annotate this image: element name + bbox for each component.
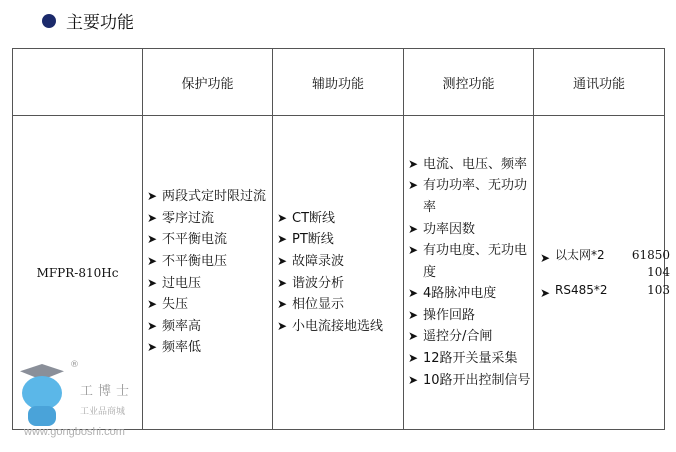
header-auxiliary: 辅助功能: [273, 49, 404, 116]
arrow-bullet-icon: ➤: [408, 243, 419, 258]
arrow-bullet-icon: ➤: [408, 307, 419, 322]
arrow-bullet-icon: ➤: [408, 329, 419, 344]
list-item: [408, 175, 532, 218]
header-model: [13, 49, 143, 116]
arrow-bullet-icon: ➤: [408, 178, 419, 193]
list-item: [147, 316, 272, 338]
comm-value: 104: [647, 264, 670, 279]
arrow-bullet-icon: ➤: [408, 156, 419, 171]
arrow-bullet-icon: ➤: [408, 372, 419, 387]
list-item-label: 10路开出控制信号: [423, 372, 531, 388]
section-title: 主要功能: [66, 13, 134, 33]
list-item-label: 不平衡电流: [162, 232, 228, 248]
list-item: [408, 348, 532, 370]
list-item-label: 频率低: [162, 340, 202, 356]
model-cell: MFPR-810Hc: [13, 116, 143, 430]
section-heading: [42, 8, 134, 33]
list-item: [408, 326, 532, 348]
communication-cell: [534, 116, 670, 430]
header-communication: 通讯功能: [534, 49, 665, 116]
list-item-label: 零序过流: [162, 210, 215, 226]
list-item: [408, 219, 532, 241]
list-item-label: 失压: [162, 297, 189, 313]
comm-value: 103: [647, 282, 670, 297]
list-item-label: 小电流接地选线: [292, 318, 384, 334]
comm-row: [540, 283, 670, 305]
list-item: [277, 208, 403, 230]
brand-name: 工博士: [80, 384, 135, 399]
list-item-label: 频率高: [162, 318, 202, 334]
list-item-label: 两段式定时限过流: [162, 189, 267, 205]
list-item-label: 不平衡电压: [162, 253, 228, 269]
list-item: [408, 240, 532, 283]
communication-block: [534, 118, 670, 428]
comm-value: 61850: [631, 247, 670, 262]
arrow-bullet-icon: ➤: [277, 318, 288, 333]
arrow-bullet-icon: ➤: [540, 250, 551, 265]
list-item: [147, 251, 272, 273]
auxiliary-list: [273, 208, 403, 338]
list-item-label: 谐波分析: [292, 275, 345, 291]
mascot-head-icon: [22, 376, 62, 410]
list-item: [277, 229, 403, 251]
registered-mark: ®: [70, 360, 79, 370]
list-item-label: 相位显示: [292, 297, 345, 313]
list-item-label: PT断线: [292, 232, 334, 248]
arrow-bullet-icon: ➤: [277, 253, 288, 268]
arrow-bullet-icon: ➤: [408, 221, 419, 236]
arrow-bullet-icon: ➤: [277, 232, 288, 247]
list-item-label: 遥控分/合闸: [423, 329, 493, 345]
list-item: [147, 208, 272, 230]
list-item-label: CT断线: [292, 210, 336, 226]
list-item: [147, 337, 272, 359]
arrow-bullet-icon: ➤: [147, 232, 158, 247]
protection-cell: [143, 116, 273, 430]
list-item: [277, 251, 403, 273]
header-measure-control: 测控功能: [404, 49, 534, 116]
list-item-label: 4路脉冲电度: [423, 286, 497, 302]
measure-control-list: [404, 154, 532, 392]
list-item: [147, 294, 272, 316]
arrow-bullet-icon: ➤: [147, 253, 158, 268]
arrow-bullet-icon: ➤: [540, 285, 551, 300]
arrow-bullet-icon: ➤: [277, 210, 288, 225]
list-item-label: 电流、电压、频率: [423, 156, 528, 172]
arrow-bullet-icon: ➤: [408, 351, 419, 366]
list-item-label: 功率因数: [423, 221, 476, 237]
comm-label: 以太网*2: [555, 247, 605, 262]
bullet-icon: [42, 14, 56, 28]
list-item: [147, 229, 272, 251]
list-item-label: 操作回路: [423, 307, 476, 323]
list-item-label: 故障录波: [292, 253, 345, 269]
list-item-label: 有功功率、无功功率: [423, 178, 528, 215]
comm-label: RS485*2: [555, 282, 608, 297]
list-item: [408, 283, 532, 305]
list-item: [277, 316, 403, 338]
list-item: [408, 370, 532, 392]
arrow-bullet-icon: ➤: [277, 275, 288, 290]
arrow-bullet-icon: ➤: [277, 297, 288, 312]
list-item-label: 有功电度、无功电度: [423, 243, 528, 280]
list-item: [408, 154, 532, 176]
protection-list: [143, 186, 272, 359]
mascot-body-icon: [28, 406, 56, 426]
list-item-label: 过电压: [162, 275, 202, 291]
arrow-bullet-icon: ➤: [147, 318, 158, 333]
arrow-bullet-icon: ➤: [408, 286, 419, 301]
list-item: [147, 273, 272, 295]
list-item-label: 12路开关量采集: [423, 351, 518, 367]
arrow-bullet-icon: ➤: [147, 275, 158, 290]
list-item: [147, 186, 272, 208]
watermark-logo: [14, 360, 154, 448]
brand-subtitle: 工业品商城: [80, 407, 126, 417]
comm-row: [540, 265, 670, 280]
table-header-row: [13, 49, 665, 116]
arrow-bullet-icon: ➤: [147, 340, 158, 355]
arrow-bullet-icon: ➤: [147, 189, 158, 204]
header-protection: 保护功能: [143, 49, 273, 116]
list-item: [277, 273, 403, 295]
arrow-bullet-icon: ➤: [147, 297, 158, 312]
measure-control-cell: [404, 116, 534, 430]
brand-url: www.gongboshi.com: [24, 426, 125, 438]
list-item: [408, 305, 532, 327]
list-item: [277, 294, 403, 316]
arrow-bullet-icon: ➤: [147, 210, 158, 225]
auxiliary-cell: [273, 116, 404, 430]
